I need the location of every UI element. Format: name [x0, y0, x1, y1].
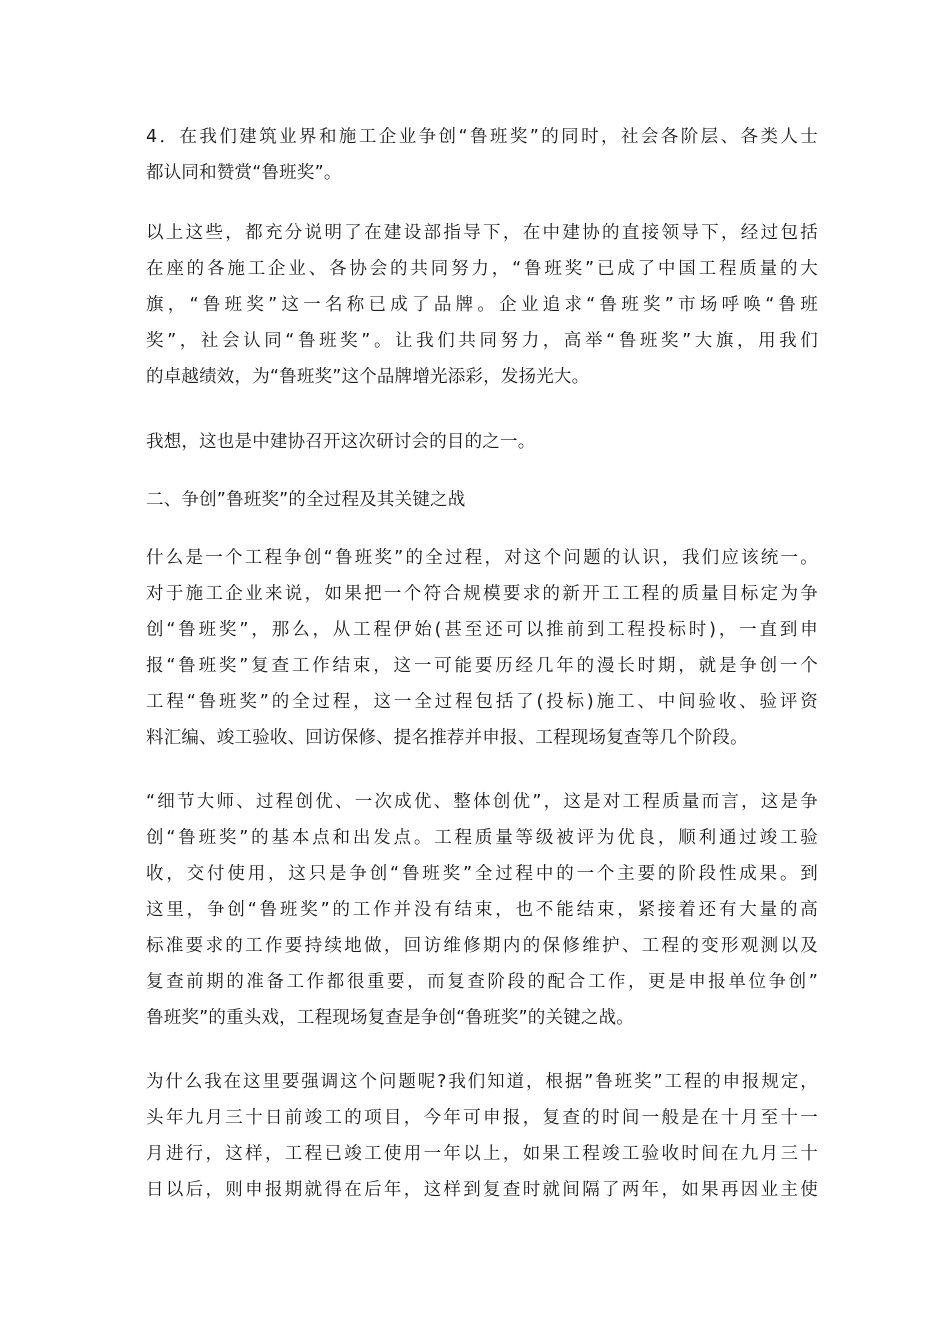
paragraph-whole-process: [146, 540, 818, 756]
paragraph-quality-key-battle: [146, 784, 818, 1036]
text-line: 鲁班奖”的重头戏，工程现场复查是争创“鲁班奖”的关键之战。: [146, 1008, 634, 1028]
text-line: 复查前期的准备工作都很重要，而复查阶段的配合工作，更是申报单位争创”: [146, 972, 818, 992]
text-line: 什么是一个工程争创“鲁班奖”的全过程，对这个问题的认识，我们应该统一。: [146, 548, 818, 568]
text-line: “细节大师、过程创优、一次成优、整体创优”，这是对工程质量而言，这是争: [146, 792, 818, 812]
text-line: 为什么我在这里要强调这个问题呢?我们知道，根据”鲁班奖”工程的申报规定，: [146, 1072, 818, 1092]
text-line: 报“鲁班奖”复查工作结束，这一可能要历经几年的漫长时期，就是争创一个: [146, 656, 818, 676]
text-line: 以上这些，都充分说明了在建设部指导下，在中建协的直接领导下，经过包括: [146, 223, 818, 243]
text-line: 料汇编、竣工验收、回访保修、提名推荐并申报、工程现场复查等几个阶段。: [146, 728, 748, 748]
text-line: 月进行，这样，工程已竣工使用一年以上，如果工程竣工验收时间在九月三十: [146, 1144, 818, 1164]
text-line: 都认同和赞赏“鲁班奖”。: [146, 163, 342, 183]
paragraph-symposium-purpose: [146, 424, 818, 460]
paragraph-application-rules: [146, 1064, 818, 1208]
text-line: 的卓越绩效，为“鲁班奖”这个品牌增光添彩，发扬光大。: [146, 367, 590, 387]
text-line: 旗，“鲁班奖”这一名称已成了品牌。企业追求“鲁班奖”市场呼唤“鲁班: [146, 295, 818, 315]
text-line: 在座的各施工企业、各协会的共同努力，“鲁班奖”已成了中国工程质量的大: [146, 259, 818, 279]
text-line: 标准要求的工作要持续地做，回访维修期内的保修维护、工程的变形观测以及: [146, 936, 818, 956]
text-line: 创“鲁班奖”，那么，从工程伊始(甚至还可以推前到工程投标时)，一直到申: [146, 620, 818, 640]
text-line: 创“鲁班奖”的基本点和出发点。工程质量等级被评为优良，顺利通过竣工验: [146, 828, 818, 848]
text-line: 我想，这也是中建协召开这次研讨会的目的之一。: [146, 432, 536, 452]
text-line: 工程“鲁班奖”的全过程，这一全过程包括了(投标)施工、中间验收、验评资: [146, 692, 818, 712]
section-heading: [146, 482, 818, 518]
text-line: 对于施工企业来说，如果把一个符合规模要求的新开工工程的质量目标定为争: [146, 584, 818, 604]
text-line: 奖”，社会认同“鲁班奖”。让我们共同努力，高举“鲁班奖”大旗，用我们: [146, 331, 818, 351]
text-line: 收，交付使用，这只是争创“鲁班奖”全过程中的一个主要的阶段性成果。到: [146, 864, 818, 884]
text-line: 4．在我们建筑业界和施工企业争创“鲁班奖”的同时，社会各阶层、各类人士: [146, 127, 818, 147]
section-title: 二、争创”鲁班奖”的全过程及其关键之战: [146, 490, 466, 510]
text-line: 头年九月三十日前竣工的项目，今年可申报，复查的时间一般是在十月至十一: [146, 1108, 818, 1128]
text-line: 这里，争创“鲁班奖”的工作并没有结束，也不能结束，紧接着还有大量的高: [146, 900, 818, 920]
paragraph-4-public-recognition: [146, 119, 818, 191]
paragraph-summary: [146, 215, 818, 395]
text-line: 日以后，则申报期就得在后年，这样到复查时就间隔了两年，如果再因业主使: [146, 1180, 818, 1200]
